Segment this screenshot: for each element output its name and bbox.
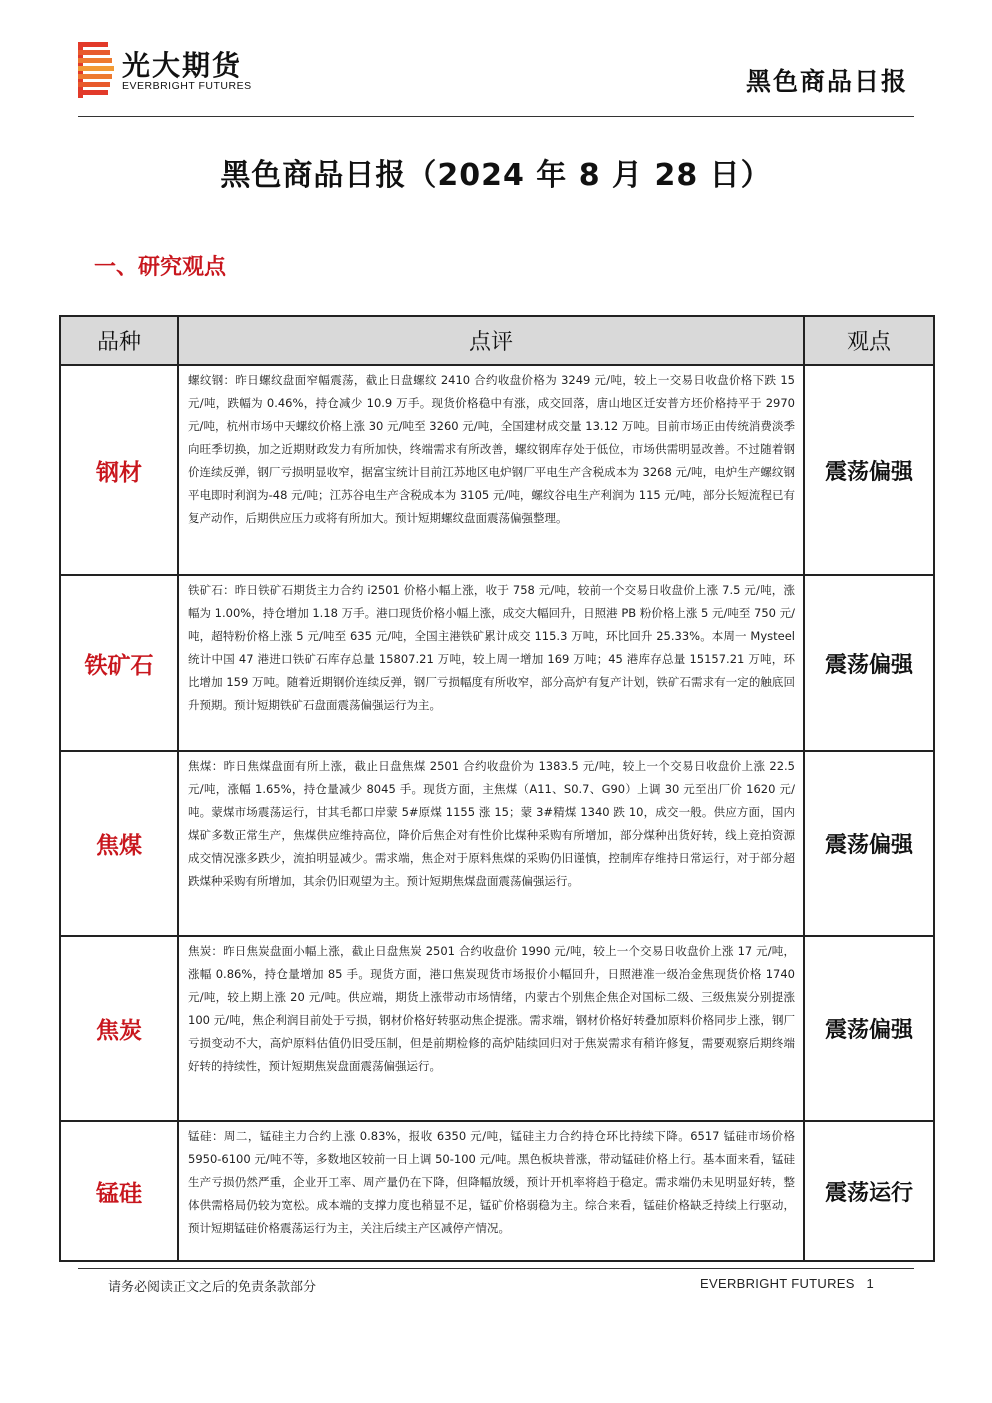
footer-divider [78,1268,914,1269]
variety-cell: 锰硅 [60,1121,178,1261]
comment-cell: 焦煤：昨日焦煤盘面有所上涨，截止日盘焦煤 2501 合约收盘价为 1383.5 元/吨，较上一个交易日收盘价上涨 22.5 元/吨，涨幅 1.65%，持仓量减少 8045 手。现货方面，主焦煤（A11、S0.7、G90）上调 30 元至出厂价 1620 元/吨。蒙煤市场震荡运行，甘其毛都口岸蒙 5#原煤 1155 涨 15；蒙 3#精煤 1340 跌 10，成交一般。供应方面，国内煤矿多数正常生产，焦煤供应维持高位，降价后焦企对有性价比煤种采购有所增加，部分煤种出货好转，线上竞拍资源成交情况涨多跌少，流拍明显减少。需求端，焦企对于原料焦煤的采购仍旧谨慎，控制库存维持日常运行，对于部分超跌煤种采购有所增加，其余仍旧观望为主。预计短期焦煤盘面震荡偏强运行。 [178,751,804,936]
view-cell: 震荡偏强 [804,575,934,751]
everbright-logo-icon [78,42,114,98]
view-cell: 震荡偏强 [804,365,934,575]
variety-cell: 焦炭 [60,936,178,1121]
disclaimer-note: 请务必阅读正文之后的免责条款部分 [108,1280,317,1295]
footer-brand: EVERBRIGHT FUTURES [700,1276,855,1291]
variety-cell: 钢材 [60,365,178,575]
document-title: 黑色商品日报（2024 年 8 月 28 日） [220,158,772,193]
table-row [60,936,934,1121]
view-cell: 震荡偏强 [804,936,934,1121]
table-row [60,365,934,575]
comment-cell: 焦炭：昨日焦炭盘面小幅上涨，截止日盘焦炭 2501 合约收盘价 1990 元/吨，较上一个交易日收盘价上涨 17 元/吨，涨幅 0.86%，持仓量增加 85 手。现货方面，港口焦炭现货市场报价小幅回升，日照港准一级冶金焦现货价格 1740 元/吨，较上期上涨 20 元/吨。供应端，期货上涨带动市场情绪，内蒙古个别焦企焦企对国标二级、三级焦炭分别提涨 100 元/吨，焦企利润目前处于亏损，钢材价格好转驱动焦企提涨。需求端，钢材价格好转叠加原料价格同步上涨，钢厂亏损变动不大，高炉原料估值仍旧受压制，但是前期检修的高炉陆续回归对于焦炭需求有稍许修复，需要观察后期终端好转的持续性，预计短期焦炭盘面震荡偏强运行。 [178,936,804,1121]
section-heading: 一、研究观点 [94,255,227,280]
logo-chinese-name: 光大期货 [122,49,243,82]
column-header-variety: 品种 [60,316,178,365]
research-views-table [59,315,935,1262]
table-row [60,1121,934,1261]
comment-cell: 螺纹钢：昨日螺纹盘面窄幅震荡，截止日盘螺纹 2410 合约收盘价格为 3249 元/吨，较上一交易日收盘价格下跌 15 元/吨，跌幅为 0.46%，持仓减少 10.9 万手。现货价格稳中有涨，成交回落，唐山地区迁安普方坯价格持平于 2970 元/吨，杭州市场中天螺纹价格上涨 30 元/吨至 3260 元/吨，全国建材成交量 13.12 万吨。目前市场正由传统消费淡季向旺季切换，加之近期财政发力有所加快，终端需求有所改善，螺纹钢库存处于低位，市场供需明显改善。不过随着钢价连续反弹，钢厂亏损明显收窄，据富宝统计目前江苏地区电炉钢厂平电生产含税成本为 3268 元/吨，电炉生产螺纹钢平电即时利润为-48 元/吨；江苏谷电生产含税成本为 3105 元/吨，螺纹谷电生产利润为 115 元/吨，部分长短流程已有复产动作，后期供应压力或将有所加大。预计短期螺纹盘面震荡偏强整理。 [178,365,804,575]
logo-english-name: EVERBRIGHT FUTURES [122,80,252,92]
page-number: 1 [866,1276,874,1291]
footer-brand-page [700,1276,874,1291]
column-header-comment: 点评 [178,316,804,365]
table-row [60,751,934,936]
view-cell: 震荡运行 [804,1121,934,1261]
page-header [0,0,992,125]
everbright-logo [78,42,298,100]
comment-cell: 锰硅：周二，锰硅主力合约上涨 0.83%，报收 6350 元/吨，锰硅主力合约持仓环比持续下降。6517 锰硅市场价格 5950-6100 元/吨不等，多数地区较前一日上调 50-100 元/吨。黑色板块普涨，带动锰硅价格上行。基本面来看，锰硅生产亏损仍然严重，企业开工率、周产量仍在下降，但降幅放缓，预计开机率将趋于稳定。需求端仍未见明显好转，整体供需格局仍较为宽松。成本端的支撑力度也稍显不足，锰矿价格弱稳为主。综合来看，锰硅价格缺乏持续上行驱动，预计短期锰硅价格震荡运行为主，关注后续主产区减停产情况。 [178,1121,804,1261]
table-row [60,575,934,751]
variety-cell: 铁矿石 [60,575,178,751]
column-header-view: 观点 [804,316,934,365]
header-divider [78,116,914,117]
report-type-label: 黑色商品日报 [745,67,908,96]
table-header-row [60,316,934,365]
variety-cell: 焦煤 [60,751,178,936]
view-cell: 震荡偏强 [804,751,934,936]
comment-cell: 铁矿石：昨日铁矿石期货主力合约 i2501 价格小幅上涨，收于 758 元/吨，较前一个交易日收盘价上涨 7.5 元/吨，涨幅为 1.00%，持仓增加 1.18 万手。港口现货价格小幅上涨，成交大幅回升，日照港 PB 粉价格上涨 5 元/吨至 750 元/吨，超特粉价格上涨 5 元/吨至 635 元/吨，全国主港铁矿累计成交 115.3 万吨，环比回升 25.33%。本周一 Mysteel 统计中国 47 港进口铁矿石库存总量 15807.21 万吨，较上周一增加 169 万吨；45 港库存总量 15157.21 万吨，环比增加 159 万吨。随着近期钢价连续反弹，钢厂亏损幅度有所收窄，部分高炉有复产计划，铁矿石需求有一定的触底回升预期。预计短期铁矿石盘面震荡偏强运行为主。 [178,575,804,751]
